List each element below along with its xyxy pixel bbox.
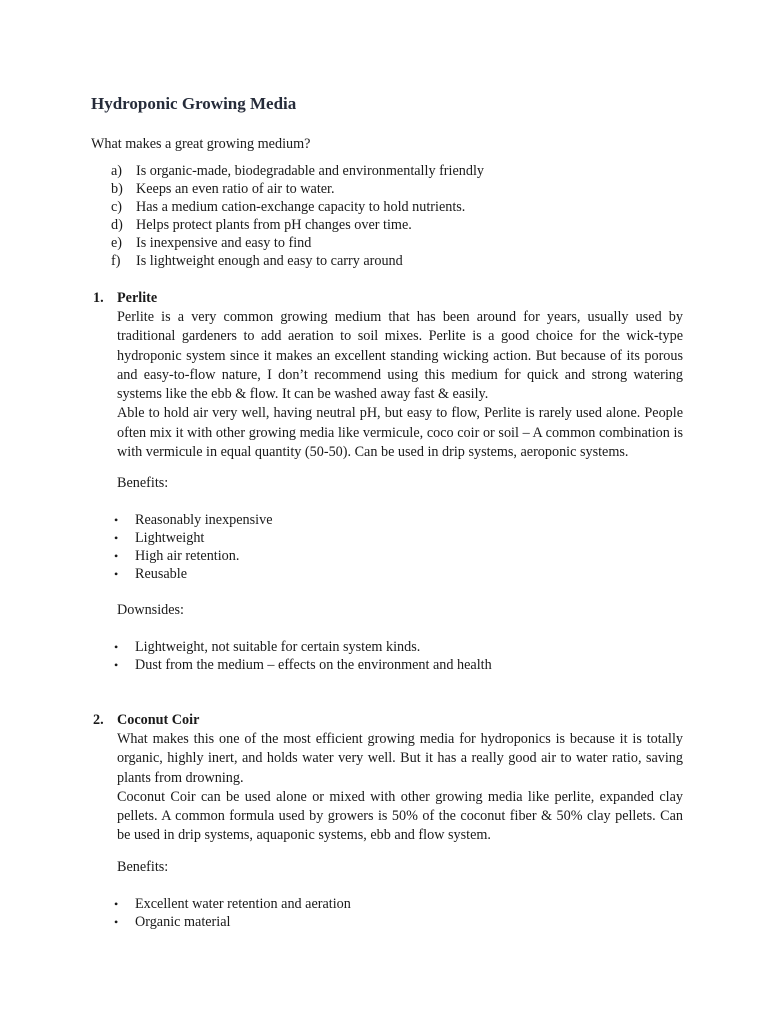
document-title: Hydroponic Growing Media (91, 94, 297, 113)
section-paragraph: Able to hold air very well, having neutral pH, but easy to flow, Perlite is rarely used alone. People often mix it with other growing media like vermicule, coco coir or soil – A common combination is with vermicule in equal quantity (50-50). Can be used in drip systems, aeroponic systems. (117, 405, 683, 461)
section-number: 2. (93, 712, 104, 728)
list-item-text: Reusable (135, 566, 188, 583)
list-item-text: Dust from the medium – effects on the environment and health (135, 657, 492, 674)
list-item (114, 638, 683, 656)
benefits-label: Benefits: (117, 475, 169, 492)
list-item (114, 895, 683, 913)
section-heading (93, 711, 683, 730)
bullet-icon: • (114, 531, 119, 546)
list-marker: e) (111, 235, 123, 251)
criteria-text: Is organic-made, biodegradable and environmentally friendly (136, 163, 484, 179)
section-paragraph: Perlite is a very common growing medium that has been around for years, usually used by traditional gardeners to add aeration to soil mixes. Perlite is a good choice for the wick-type hydroponic system since it makes an excellent standing wicking action. But because of its porous and easy-to-flow nature, I don’t recommend using this medium for quick and strong watering systems like the ebb & flow. It can be washed away fast & easily. (117, 309, 683, 403)
criteria-text: Has a medium cation-exchange capacity to hold nutrients. (136, 199, 466, 215)
list-marker: c) (111, 199, 123, 215)
list-item (114, 511, 683, 529)
list-marker: f) (111, 253, 121, 269)
criteria-text: Keeps an even ratio of air to water. (136, 181, 335, 197)
bullet-icon: • (114, 567, 119, 582)
list-item (114, 913, 683, 931)
section-perlite (93, 289, 683, 674)
downsides-label: Downsides: (117, 602, 184, 619)
criteria-item (111, 234, 484, 252)
criteria-list (111, 162, 484, 270)
list-item-text: Lightweight (135, 530, 205, 547)
criteria-item (111, 216, 484, 234)
list-item-text: Reasonably inexpensive (135, 512, 273, 529)
section-title: Coconut Coir (117, 712, 200, 728)
list-item-text: Excellent water retention and aeration (135, 895, 351, 912)
list-item-text: Lightweight, not suitable for certain system kinds. (135, 639, 421, 656)
list-marker: b) (111, 181, 123, 197)
section-paragraph: Coconut Coir can be used alone or mixed with other growing media like perlite, expanded clay pellets. A common formula used by growers is 50% of the coconut fiber & 50% clay pellets. Can be used in drip systems, aquaponic systems, ebb and flow system. (117, 788, 683, 844)
section-number: 1. (93, 290, 104, 306)
list-item (114, 565, 683, 583)
bullet-icon: • (114, 549, 119, 564)
section-heading (93, 289, 683, 308)
downsides-list (114, 638, 683, 674)
list-marker: a) (111, 163, 123, 179)
bullet-icon: • (114, 513, 119, 528)
criteria-item (111, 162, 484, 180)
criteria-text: Is inexpensive and easy to find (136, 235, 312, 251)
bullet-icon: • (114, 658, 119, 673)
section-paragraph: What makes this one of the most efficient growing media for hydroponics is because it is totally organic, highly inert, and holds water very well. But it has a really good air to water ratio, saving plants from drowning. (117, 731, 683, 786)
criteria-text: Is lightweight enough and easy to carry around (136, 253, 403, 269)
bullet-icon: • (114, 914, 119, 929)
criteria-item (111, 198, 484, 216)
intro-question: What makes a great growing medium? (91, 136, 311, 152)
benefits-list (114, 511, 683, 583)
benefits-label: Benefits: (117, 858, 169, 875)
bullet-icon: • (114, 896, 119, 911)
list-marker: d) (111, 217, 123, 233)
benefits-list (114, 895, 683, 931)
section-coconut-coir (93, 711, 683, 931)
criteria-item (111, 180, 484, 198)
criteria-item (111, 252, 484, 270)
list-item (114, 656, 683, 674)
list-item (114, 529, 683, 547)
bullet-icon: • (114, 640, 119, 655)
section-title: Perlite (117, 290, 158, 306)
criteria-text: Helps protect plants from pH changes over time. (136, 217, 412, 233)
list-item (114, 547, 683, 565)
list-item-text: Organic material (135, 913, 231, 930)
list-item-text: High air retention. (135, 548, 240, 565)
